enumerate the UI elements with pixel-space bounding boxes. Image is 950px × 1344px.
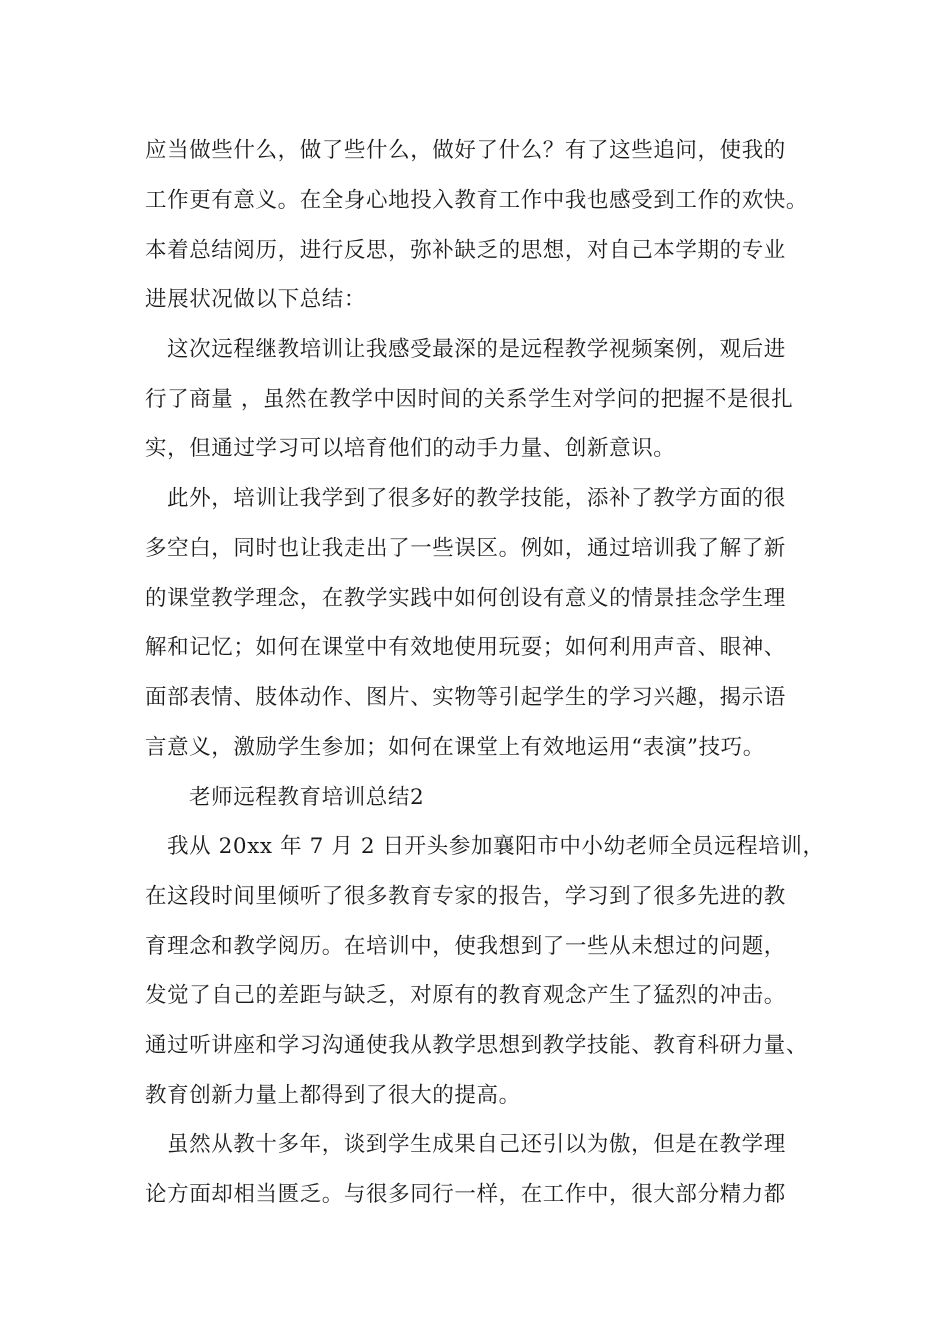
text-line: 在这段时间里倾听了很多教育专家的报告，学习到了很多先进的教 bbox=[145, 884, 786, 909]
text-line: 实，但通过学习可以培育他们的动手力量、创新意识。 bbox=[145, 436, 676, 461]
text-line: 教育创新力量上都得到了很大的提高。 bbox=[145, 1083, 521, 1108]
text-line: 解和记忆；如何在课堂中有效地使用玩耍；如何利用声音、眼神、 bbox=[145, 635, 786, 660]
text-line: 面部表情、肢体动作、图片、实物等引起学生的学习兴趣，揭示语 bbox=[145, 685, 786, 710]
text-line: 通过听讲座和学习沟通使我从教学思想到教学技能、教育科研力量、 bbox=[145, 1033, 809, 1058]
paragraph-first-line: 虽然从教十多年，谈到学生成果自己还引以为傲，但是在教学理 bbox=[167, 1132, 786, 1157]
text-line: 进展状况做以下总结： bbox=[145, 287, 367, 312]
text-line: 应当做些什么，做了些什么，做好了什么？有了这些追问，使我的 bbox=[145, 138, 786, 163]
text-line: 育理念和教学阅历。在培训中，使我想到了一些从未想过的问题， bbox=[145, 934, 786, 959]
text-line: 论方面却相当匮乏。与很多同行一样，在工作中，很大部分精力都 bbox=[145, 1182, 786, 1207]
text-line: 发觉了自己的差距与缺乏，对原有的教育观念产生了猛烈的冲击。 bbox=[145, 983, 786, 1008]
text-line: 的课堂教学理念，在教学实践中如何创设有意义的情景挂念学生理 bbox=[145, 586, 786, 611]
paragraph-first-line: 此外，培训让我学到了很多好的教学技能，添补了教学方面的很 bbox=[167, 486, 786, 511]
text-line: 言意义，激励学生参加；如何在课堂上有效地运用“表演”技巧。 bbox=[145, 735, 765, 760]
paragraph-first-line: 这次远程继教培训让我感受最深的是远程教学视频案例，观后进 bbox=[167, 337, 786, 362]
paragraph-first-line: 我从 20xx 年 7 月 2 日开头参加襄阳市中小幼老师全员远程培训， bbox=[167, 834, 825, 859]
text-line: 行了商量 ，虽然在教学中因时间的关系学生对学问的把握不是很扎 bbox=[145, 387, 794, 412]
section-heading: 老师远程教育培训总结2 bbox=[189, 785, 425, 810]
text-line: 工作更有意义。在全身心地投入教育工作中我也感受到工作的欢快。 bbox=[145, 188, 809, 213]
text-line: 多空白，同时也让我走出了一些误区。例如，通过培训我了解了新 bbox=[145, 536, 786, 561]
text-line: 本着总结阅历，进行反思，弥补缺乏的思想，对自己本学期的专业 bbox=[145, 238, 786, 263]
